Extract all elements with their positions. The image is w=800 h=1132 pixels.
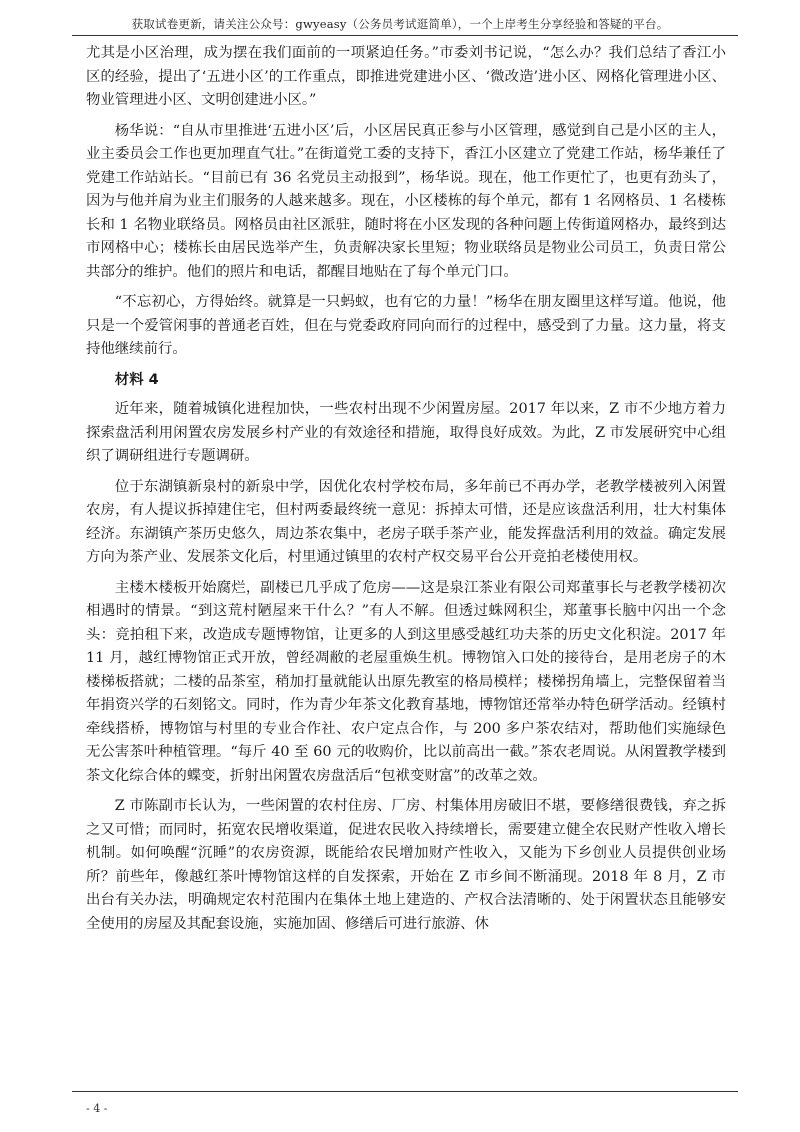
paragraph: “不忘初心，方得始终。就算是一只蚂蚁，也有它的力量！”杨华在朋友圈里这样写道。他说，他只是一个爱管闲事的普通老百姓，但在与党委政府同向而行的过程中，感受到了力量。这力量，将支持他继续前行。 <box>86 294 726 357</box>
footer-divider <box>72 1091 738 1092</box>
paragraph: Z 市陈副市长认为，一些闲置的农村住房、厂房、村集体用房破旧不堪，要修缮很费钱，弃之拆之又可惜；而同时，拓宽农民增收渠道，促进农民收入持续增长，需要建立健全农民财产性收入增长机制。如何唤醒“沉睡”的农房资源，既能给农民增加财产性收入，又能为下乡创业人员提供创业场所？前些年，像越红茶叶博物馆这样的自发探索，开始在 Z 市乡间不断涌现。2018 年 8 月，Z 市出台有关办法，明确规定农村范围内在集体土地上建造的、产权合法清晰的、处于闲置状态且能够安全使用的房屋及其配套设施，实施加固、修缮后可进行旅游、休 <box>86 798 726 932</box>
paragraph: 近年来，随着城镇化进程加快，一些农村出现不少闲置房屋。2017 年以来，Z 市不少地方着力探索盘活利用闲置农房发展乡村产业的有效途径和措施，取得良好成效。为此，Z 市发展研究中心组织了调研组进行专题调研。 <box>86 401 726 464</box>
paragraph: 位于东湖镇新泉村的新泉中学，因优化农村学校布局，多年前已不再办学，老教学楼被列入闲置农房，有人提议拆掉建住宅，但村两委最终统一意见：拆掉太可惜，还是应该盘活利用，壮大村集体经济。东湖镇产茶历史悠久，周边茶农集中，老房子联手茶产业，能发挥盘活利用的效益。确定发展方向为茶产业、发展茶文化后，村里通过镇里的农村产权交易平台公开竞拍老楼使用权。 <box>86 478 726 565</box>
page-number: - 4 - <box>86 1102 108 1115</box>
paragraph: 主楼木楼板开始腐烂，副楼已几乎成了危房——这是泉江茶业有限公司郑董事长与老教学楼初次相遇时的情景。“到这荒村陋屋来干什么？”有人不解。但透过蛛网积尘，郑董事长脑中闪出一个念头：竞拍租下来，改造成专题博物馆，让更多的人到这里感受越红功夫茶的历史文化积淀。2017 年 11 月，越红博物馆正式开放，曾经凋敝的老屋重焕生机。博物馆入口处的接待台，是用老房子的木楼梯板搭就；二楼的品茶室，稍加打量就能认出原先教室的格局模样；楼梯拐角墙上，完整保留着当年捐资兴学的石刻铭文。同时，作为青少年茶文化教育基地，博物馆还常举办特色研学活动。经镇村牵线搭桥，博物馆与村里的专业合作社、农户定点合作，与 200 多户茶农结对，帮助他们实施绿色无公害茶叶种植管理。“每斤 40 至 60 元的收购价，比以前高出一截。”茶农老周说。从闲置教学楼到茶文化综合体的蝶变，折射出闲置农房盘活后“包袱变财富”的改革之效。 <box>86 579 726 784</box>
section-heading: 材料 4 <box>114 371 159 388</box>
header-divider <box>72 35 738 36</box>
page-header: 获取试卷更新，请关注公众号：gwyeasy（公务员考试逛简单），一个上岸考生分享经验和答疑的平台。 <box>131 17 669 31</box>
document-body <box>86 42 726 943</box>
paragraph: 杨华说：“自从市里推进‘五进小区’后，小区居民真正参与小区管理，感觉到自己是小区的主人，业主委员会工作也更加理直气壮。”在街道党工委的支持下，香江小区建立了党建工作站，杨华兼任了党建工作站站长。“目前已有 36 名党员主动报到”，杨华说。现在，他工作更忙了，也更有劲头了，因为与他并肩为业主们服务的人越来越多。现在，小区楼栋的每个单元，都有 1 名网格员、1 名楼栋长和 1 名物业联络员。网格员由社区派驻，随时将在小区发现的各种问题上传街道网格办，最终到达市网格中心；楼栋长由居民选举产生，负责解决家长里短；物业联络员是物业公司员工，负责日常公共部分的维护。他们的照片和电话，都醒目地贴在了每个单元门口。 <box>86 122 726 280</box>
paragraph: 尤其是小区治理，成为摆在我们面前的一项紧迫任务。”市委刘书记说，“怎么办？我们总结了香江小区的经验，提出了‘五进小区’的工作重点，即推进党建进小区、‘微改造’进小区、网格化管理进小区、物业管理进小区、文明创建进小区。” <box>86 45 726 108</box>
